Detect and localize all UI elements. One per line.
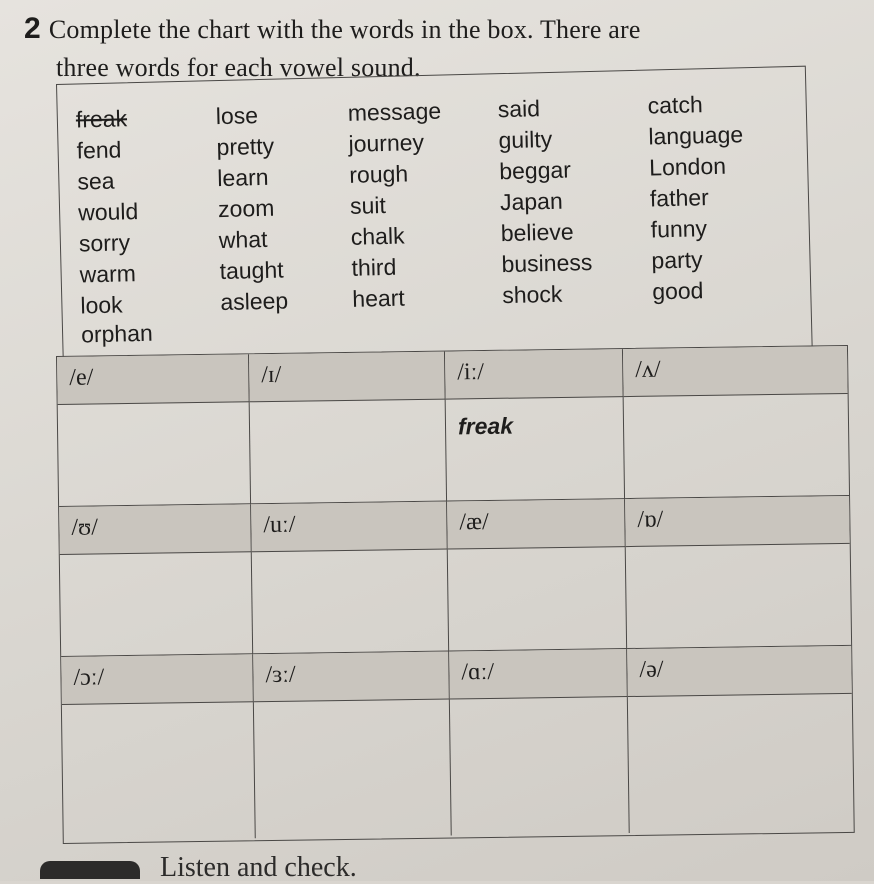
- chart-header-cell: /ʌ/: [623, 346, 848, 397]
- word-item: zoom: [217, 194, 275, 223]
- instruction-line-1: Complete the chart with the words in the box. There are: [48, 15, 641, 44]
- chart-header-cell: /iː/: [445, 349, 624, 399]
- chart-header-cell: /ʊ/: [59, 504, 252, 555]
- word-item: beggar: [498, 156, 572, 185]
- word-item: pretty: [216, 132, 275, 161]
- word-item: look: [80, 291, 123, 319]
- word-item: Japan: [499, 187, 563, 216]
- word-item: asleep: [220, 287, 289, 316]
- word-item: freak: [75, 105, 128, 133]
- word-column-1: [76, 103, 141, 321]
- word-item: said: [497, 95, 541, 123]
- chart-answer-cell[interactable]: [62, 702, 256, 841]
- chart-header-cell: /ɜː/: [253, 652, 450, 703]
- chart-header-cell: /ɔː/: [61, 654, 254, 705]
- chart-answer-cell[interactable]: [254, 700, 452, 839]
- chart-answer-cell[interactable]: [252, 550, 449, 655]
- word-item: what: [218, 225, 268, 254]
- word-item: London: [648, 152, 727, 181]
- word-item: sea: [77, 167, 115, 195]
- chart-header-cell: /e/: [57, 354, 250, 405]
- next-exercise-footer: [40, 852, 640, 884]
- word-item: catch: [647, 91, 703, 119]
- word-column-4: [497, 92, 593, 311]
- word-box: [56, 66, 813, 368]
- word-item: language: [648, 121, 744, 150]
- chart-header-cell: /ɑː/: [449, 649, 628, 699]
- chart-header-cell: /ɒ/: [625, 496, 850, 547]
- word-item: lose: [215, 102, 259, 130]
- word-item: journey: [348, 129, 425, 157]
- chart-header-cell: /ɪ/: [249, 352, 446, 403]
- audio-track-icon: [40, 861, 140, 879]
- word-item: sorry: [78, 229, 131, 257]
- vowel-sound-chart: [56, 345, 855, 844]
- word-item: guilty: [498, 125, 553, 154]
- word-item: funny: [650, 215, 708, 243]
- word-item: rough: [348, 160, 409, 188]
- chart-answer-cell[interactable]: [626, 544, 851, 649]
- chart-answer-cell[interactable]: [250, 400, 447, 505]
- chart-answer-cell[interactable]: [58, 402, 251, 507]
- word-item: fend: [76, 136, 122, 164]
- word-column-2: [215, 99, 288, 318]
- chart-answer-cell[interactable]: [450, 697, 630, 835]
- chart-header-cell: /ə/: [627, 646, 852, 697]
- word-item: would: [77, 198, 139, 226]
- exercise-number: 2: [24, 12, 41, 45]
- word-item: taught: [219, 256, 284, 285]
- word-item: message: [347, 97, 442, 126]
- chart-answer-cell[interactable]: [624, 394, 849, 499]
- word-column-5: [647, 88, 747, 307]
- chart-header-cell: /uː/: [251, 502, 448, 553]
- word-item: party: [651, 246, 703, 274]
- chart-answer-cell[interactable]: [628, 694, 854, 833]
- chart-answer-cell[interactable]: freak: [446, 397, 625, 501]
- word-item: business: [501, 248, 593, 278]
- word-item: learn: [217, 163, 269, 192]
- word-item: believe: [500, 218, 574, 247]
- chart-header-cell: /æ/: [447, 499, 626, 549]
- word-item: good: [651, 277, 704, 305]
- word-item-last: orphan: [80, 319, 154, 348]
- instruction-line-2: three words for each vowel sound.: [56, 53, 421, 82]
- footer-text: Listen and check.: [160, 852, 357, 883]
- word-item: father: [649, 184, 710, 212]
- word-item: warm: [79, 260, 137, 288]
- word-column-3: [347, 96, 446, 315]
- word-item: heart: [352, 284, 406, 312]
- chart-answer-cell[interactable]: [60, 552, 253, 657]
- word-item: shock: [501, 280, 563, 309]
- chart-answer-cell[interactable]: [448, 547, 627, 651]
- word-item: chalk: [350, 222, 405, 250]
- word-item: suit: [349, 191, 387, 219]
- word-item: third: [351, 253, 397, 281]
